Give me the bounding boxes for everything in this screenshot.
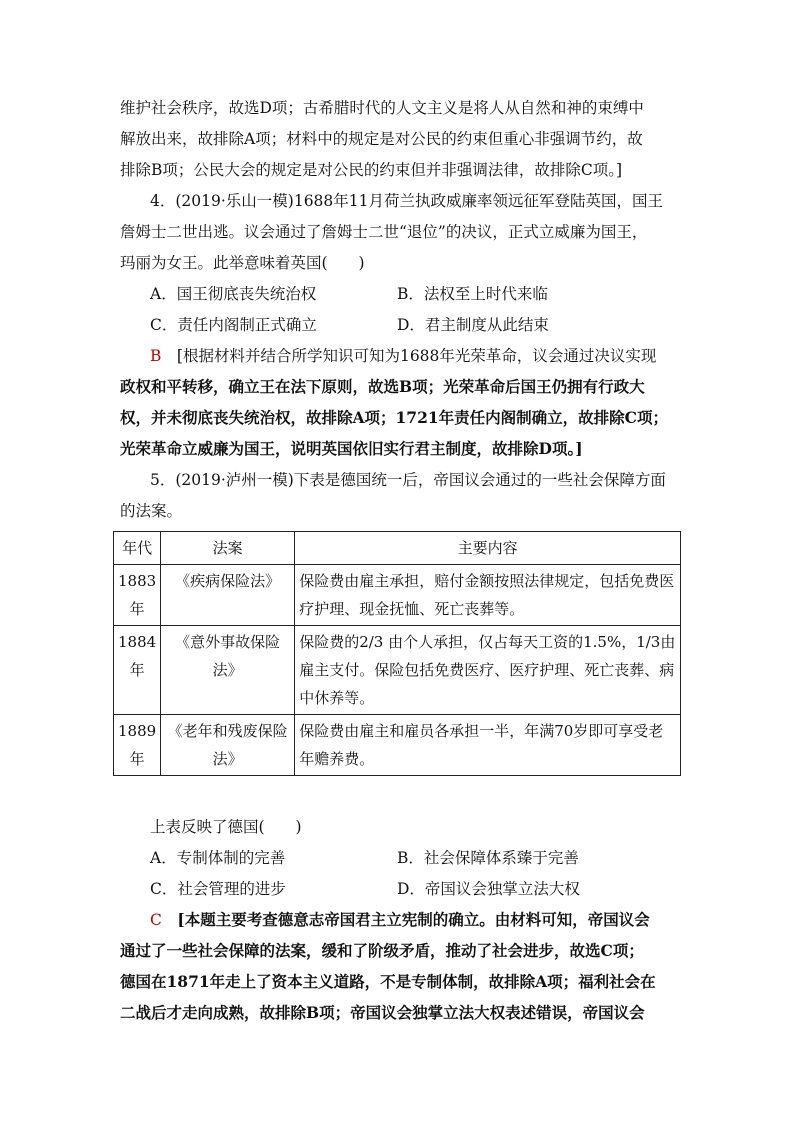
text-line: 排除B项；公民大会的规定是对公民的约束但并非强调法律，故排除C项。] [120,161,623,179]
q5-stem: 5．(2019·泸州一模)下表是德国统一后，帝国议会通过的一些社会保障方面 [150,471,666,489]
explanation-text: [根据材料并结合所学知识可知为1688年光荣革命，议会通过决议实现 [176,347,657,365]
cell-law: 《老年和残废保险法》 [161,715,295,776]
q4-stem: 玛丽为女王。此举意味着英国( ) [120,254,365,272]
text-line: 维护社会秩序，故选D项；古希腊时代的人文主义是将人从自然和神的束缚中 [120,99,644,117]
header-law: 法案 [161,532,295,565]
cell-content: 保险费由雇主和雇员各承担一半，年满70岁即可享受老年赡养费。 [295,715,681,776]
explanation-text: [本题主要考查德意志帝国君主立宪制的确立。由材料可知，帝国议会 [177,910,650,929]
q5-option-d: D．帝国议会独掌立法大权 [397,880,580,898]
q5-option-c: C．社会管理的进步 [150,880,286,898]
cell-law: 《疾病保险法》 [161,565,295,626]
q4-option-c: C．责任内阁制正式确立 [150,316,317,334]
q5-stem: 的法案。 [120,502,183,520]
q4-explanation: 光荣革命立威廉为国王，说明英国依旧实行君主制度，故排除D项。] [120,439,583,458]
q5-option-a: A．专制体制的完善 [150,849,286,867]
table-row [114,715,681,776]
q4-option-b: B．法权至上时代来临 [397,285,548,303]
q4-explanation: 政权和平转移，确立王在法下原则，故选B项；光荣革命后国王仍拥有行政大 [120,377,645,396]
table-row [114,626,681,715]
q5-explanation: 二战后才走向成熟，故排除B项；帝国议会独掌立法大权表述错误，帝国议会 [120,1003,645,1022]
q4-option-a: A．国王彻底丧失统治权 [150,285,317,303]
q5-option-b: B．社会保障体系臻于完善 [397,849,579,867]
q4-explanation [150,346,680,366]
text-line: 解放出来，故排除A项；材料中的规定是对公民的约束但重心非强调节约，故 [120,130,643,148]
law-table [113,531,681,776]
cell-year: 1884年 [114,626,161,715]
cell-content: 保险费的2/3 由个人承担，仅占每天工资的1.5%，1/3由雇主支付。保险包括免费医疗、医疗护理、死亡丧葬、病中休养等。 [295,626,681,715]
q5-explanation [150,910,680,930]
table-row [114,565,681,626]
q5-answer: C [150,911,162,929]
cell-content: 保险费由雇主承担，赔付金额按照法律规定，包括免费医疗护理、现金抚恤、死亡丧葬等。 [295,565,681,626]
q5-explanation: 通过了一些社会保障的法案，缓和了阶级矛盾，推动了社会进步，故选C项； [120,941,644,960]
q4-explanation: 权，并未彻底丧失统治权，故排除A项；1721年责任内阁制确立，故排除C项； [120,408,669,427]
q5-question: 上表反映了德国( ) [150,818,302,836]
cell-year: 1883年 [114,565,161,626]
table-header-row [114,532,681,565]
q4-option-d: D．君主制度从此结束 [397,316,549,334]
q4-stem: 4．(2019·乐山一模)1688年11月荷兰执政威廉率领远征军登陆英国，国王 [150,192,664,210]
header-year: 年代 [114,532,161,565]
q4-stem: 詹姆士二世出逃。议会通过了詹姆士二世“退位”的决议，正式立威廉为国王， [120,223,648,241]
cell-year: 1889年 [114,715,161,776]
q4-answer: B [150,347,162,365]
header-content: 主要内容 [295,532,681,565]
q5-explanation: 德国在1871年走上了资本主义道路，不是专制体制，故排除A项；福利社会在 [120,972,656,991]
cell-law: 《意外事故保险法》 [161,626,295,715]
